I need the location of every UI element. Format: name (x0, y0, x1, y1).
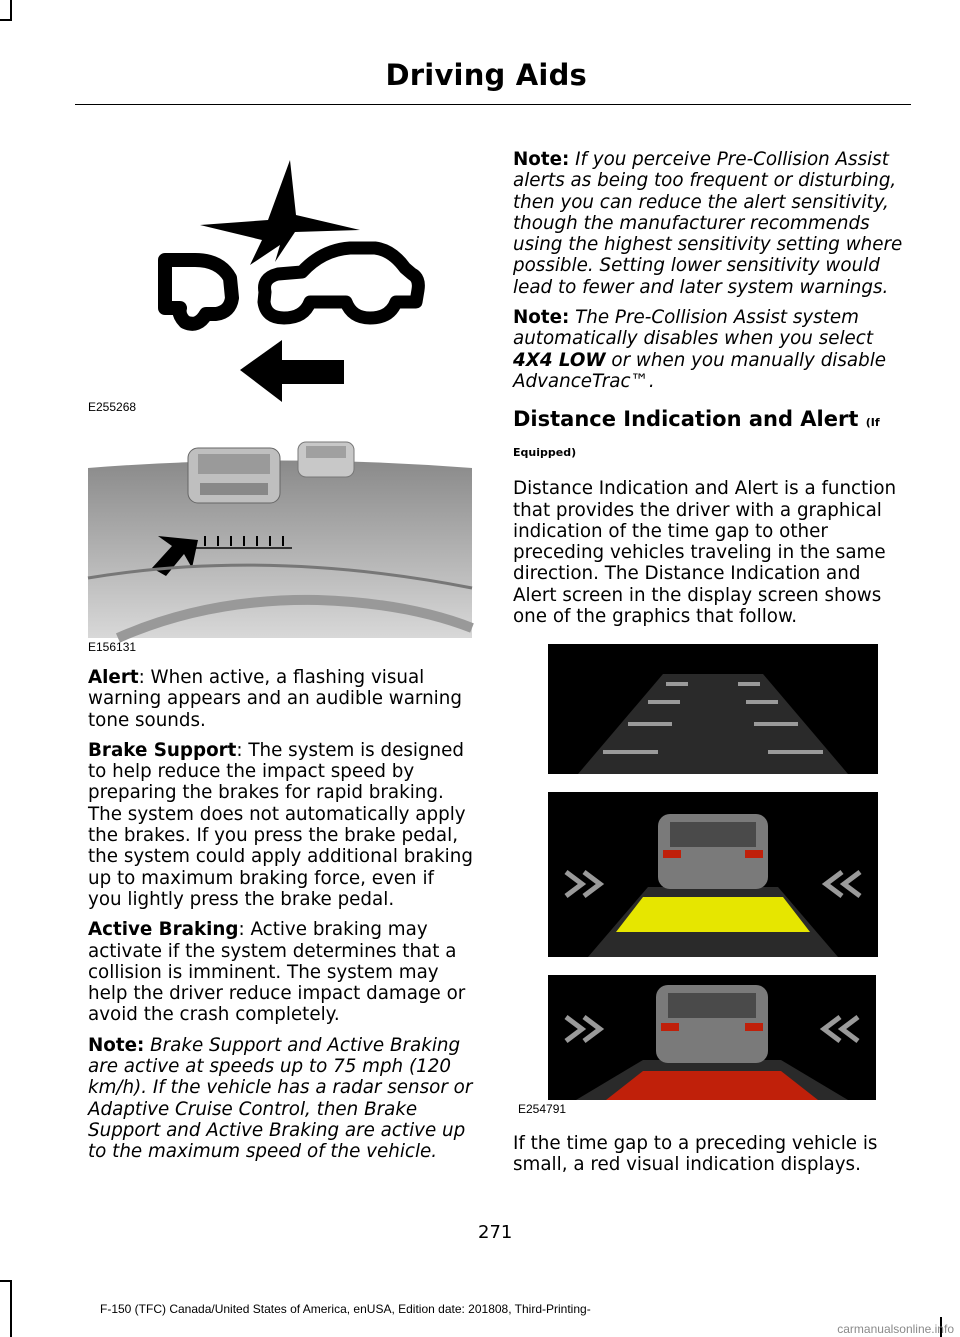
header-divider (75, 104, 911, 105)
footer-text: F-150 (TFC) Canada/United States of America, enUSA, Edition date: 201808, Third-Printing- (100, 1302, 591, 1316)
page-number: 271 (478, 1222, 513, 1243)
right-column (513, 149, 908, 636)
crop-mark (10, 0, 12, 20)
left-column (88, 667, 473, 1172)
intro-paragraph: Distance Indication and Alert is a function that provides the driver with a graphical indication of the time gap to other preceding vehicles traveling in the same direction. The Distance Indication and Alert screen in the display screen shows one of the graphics that follow. (513, 478, 897, 628)
crop-mark (10, 1280, 12, 1337)
note-label: Note: (513, 149, 570, 170)
note1-text: If you perceive Pre-Collision Assist alerts as being too frequent or disturbing, then you can reduce the alert sensitivity, though the manufacturer recommends using the highest sensitivity setting where possible. Setting lower sensitivity would lead to fewer and later system warnings. (513, 149, 903, 298)
figure-code: E254791 (518, 1102, 567, 1116)
crop-mark (0, 1280, 12, 1282)
closing-text (513, 1133, 908, 1185)
note-label: Note: (88, 1034, 145, 1056)
figure-code: E255268 (88, 400, 137, 414)
active-braking-label: Active Braking (88, 919, 239, 941)
section-heading-qualifier: (If Equipped) (513, 416, 880, 460)
brake-support-label: Brake Support (88, 739, 237, 761)
note2-mode: 4X4 LOW (513, 349, 606, 371)
active-braking-text: : Active braking may activate if the system determines that a collision is imminent. The system may help the driver reduce impact damage or avoid the crash completely. (88, 919, 466, 1026)
active-braking-paragraph (88, 919, 473, 1025)
page-title: Driving Aids (385, 58, 587, 92)
closing-paragraph: If the time gap to a preceding vehicle is small, a red visual indication displays. (513, 1133, 878, 1176)
brake-support-text: : The system is designed to help reduce the impact speed by preparing the brakes for rapid braking. The system does not automatically apply the brakes. If you press the brake pedal, the system could apply additional braking up to maximum braking force, even if you lightly press the brake pedal. (88, 739, 473, 910)
note2-paragraph (513, 307, 908, 392)
watermark: carmanualsonline.info (837, 1322, 954, 1336)
alert-paragraph (88, 667, 473, 731)
collision-warning-icon (100, 150, 480, 420)
distance-graphic-no-vehicle (548, 644, 878, 774)
brake-support-paragraph (88, 740, 473, 910)
note2-text-before: The Pre-Collision Assist system automatically disables when you select (513, 307, 874, 350)
figure-warning-icon (88, 150, 480, 420)
figure-distance-graphics (518, 644, 880, 1119)
note-text: Brake Support and Active Braking are active at speeds up to 75 mph (120 km/h). If the vehicle has a radar sensor or Adaptive Cruise Control, then Brake Support and Active Braking are active up to the maximum speed of the vehicle. (88, 1034, 473, 1163)
figure-code: E156131 (88, 640, 137, 654)
section-heading (513, 406, 908, 466)
note-paragraph (88, 1035, 473, 1163)
crop-mark (0, 19, 12, 21)
note2-text-after: or when you manually disable AdvanceTrac™. (513, 349, 887, 392)
yellow-gap-bar (616, 897, 810, 932)
note1-paragraph (513, 149, 908, 298)
alert-text: : When active, a flashing visual warning appears and an audible warning tone sounds. (88, 667, 462, 731)
note-label: Note: (513, 307, 570, 329)
alert-label: Alert (88, 667, 139, 688)
section-heading-title: Distance Indication and Alert (513, 407, 859, 432)
distance-graphic-yellow (548, 792, 878, 957)
figure-dashboard-view (88, 428, 472, 653)
red-gap-bar (606, 1071, 818, 1100)
dashboard-illustration (88, 428, 472, 638)
distance-graphic-red (548, 975, 876, 1100)
